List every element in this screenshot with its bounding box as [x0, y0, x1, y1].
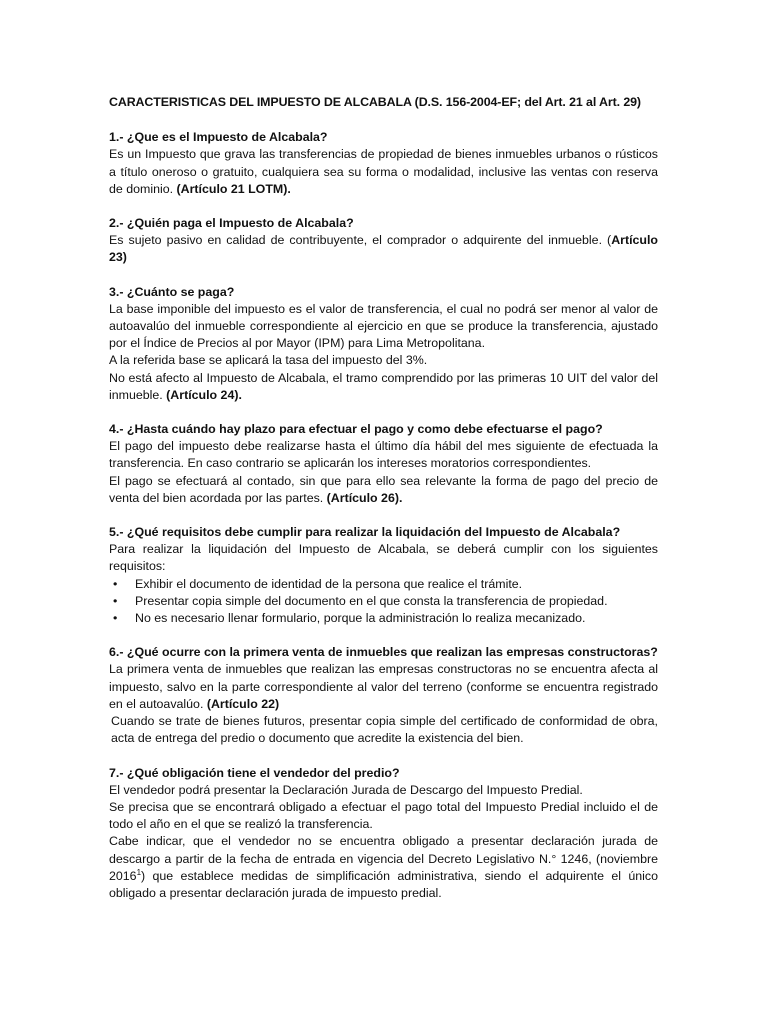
answer-4-paragraph-2 — [109, 473, 658, 507]
question-7: 7.- ¿Qué obligación tiene el vendedor del predio? — [109, 765, 400, 780]
answer-7-text-b: ) que establece medidas de simplificación administrativa, siendo el adquirente el único obligado a presentar declaración jurada de impuesto predial. — [109, 868, 658, 900]
answer-1-text: Es un Impuesto que grava las transferencias de propiedad de bienes inmuebles urbanos o rústicos a título oneroso o gratuito, cualquiera sea su forma o modalidad, inclusive las ventas con reserva de dominio. — [109, 147, 658, 196]
question-6: 6.- ¿Qué ocurre con la primera venta de inmuebles que realizan las empresas constructoras? — [109, 645, 658, 660]
answer-3-text: No está afecto al Impuesto de Alcabala, el tramo comprendido por las primeras 10 UIT del valor del inmueble. — [109, 370, 658, 402]
footnote-marker: 1 — [136, 867, 142, 877]
answer-1-reference: (Artículo 21 LOTM). — [176, 181, 291, 196]
answer-6-text: La primera venta de inmuebles que realizan las empresas constructoras no se encuentra afecta al impuesto, salvo en la parte correspondiente al valor del terreno (conforme se encuentra registrado en el autoavalúo. — [109, 662, 658, 711]
answer-3-paragraph-1: La base imponible del impuesto es el valor de transferencia, el cual no podrá ser menor al valor de autoavalúo del inmueble correspondiente al ejercicio en que se produce la transferencia, ajustado por el Índice de Precios al por Mayor (IPM) para Lima Metropolitana. — [109, 301, 658, 351]
list-item: • Exhibir el documento de identidad de la persona que realice el trámite. — [109, 576, 658, 593]
answer-6-paragraph-1 — [109, 661, 658, 713]
answer-1 — [109, 146, 658, 198]
document-title: CARACTERISTICAS DEL IMPUESTO DE ALCABALA (D.S. 156-2004-EF; del Art. 21 al Art. 29) — [109, 95, 641, 109]
section-1 — [109, 129, 658, 198]
answer-6-reference: (Artículo 22) — [206, 696, 280, 711]
answer-2-text: Es sujeto pasivo en calidad de contribuyente, el comprador o adquirente del inmueble. ( — [109, 233, 612, 248]
answer-5-paragraph-1: Para realizar la liquidación del Impuesto de Alcabala, se deberá cumplir con los siguientes requisitos: — [109, 542, 658, 574]
question-5: 5.- ¿Qué requisitos debe cumplir para realizar la liquidación del Impuesto de Alcabala? — [109, 525, 621, 540]
answer-4-text: El pago se efectuará al contado, sin que para ello sea relevante la forma de pago del precio de venta del bien acordada por las partes. — [109, 473, 658, 505]
question-4: 4.- ¿Hasta cuándo hay plazo para efectuar el pago y como debe efectuarse el pago? — [109, 422, 603, 437]
section-7 — [109, 765, 658, 903]
answer-6-paragraph-2: Cuando se trate de bienes futuros, presentar copia simple del certificado de conformidad de obra, acta de entrega del predio o documento que acredite la existencia del bien. — [111, 714, 658, 746]
question-1: 1.- ¿Que es el Impuesto de Alcabala? — [109, 130, 328, 145]
answer-4-reference: (Artículo 26). — [326, 490, 403, 505]
answer-4-paragraph-1: El pago del impuesto debe realizarse hasta el último día hábil del mes siguiente de efectuada la transferencia. En caso contrario se aplicarán los intereses moratorios correspondientes. — [109, 439, 658, 471]
answer-7-paragraph-2: Se precisa que se encontrará obligado a efectuar el pago total del Impuesto Predial incluido el de todo el año en el que se realizó la transferencia. — [109, 799, 658, 832]
answer-3-paragraph-3 — [109, 370, 658, 404]
section-2 — [109, 215, 658, 267]
section-6 — [109, 644, 658, 747]
question-3: 3.- ¿Cuánto se paga? — [109, 284, 235, 299]
answer-3-paragraph-2: A la referida base se aplicará la tasa del impuesto del 3%. — [109, 353, 428, 368]
section-4 — [109, 421, 658, 507]
list-item: • No es necesario llenar formulario, porque la administración lo realiza mecanizado. — [109, 610, 658, 627]
answer-2-reference: Artículo 23) — [109, 233, 658, 265]
answer-7-paragraph-3 — [109, 833, 658, 902]
section-5 — [109, 524, 658, 627]
list-item: • Presentar copia simple del documento en el que consta la transferencia de propiedad. — [109, 593, 658, 610]
answer-7-text-a: Cabe indicar, que el vendedor no se encuentra obligado a presentar declaración jurada de descargo a partir de la fecha de entrada en vigencia del Decreto Legislativo N.° 1246, (noviembre 2016 — [109, 834, 658, 883]
requirements-list — [109, 576, 658, 628]
section-3 — [109, 284, 658, 404]
answer-7-paragraph-1: El vendedor podrá presentar la Declaración Jurada de Descargo del Impuesto Predial. — [109, 782, 583, 797]
question-2: 2.- ¿Quién paga el Impuesto de Alcabala? — [109, 216, 354, 231]
answer-3-reference: (Artículo 24). — [166, 387, 242, 402]
answer-2 — [109, 232, 658, 266]
